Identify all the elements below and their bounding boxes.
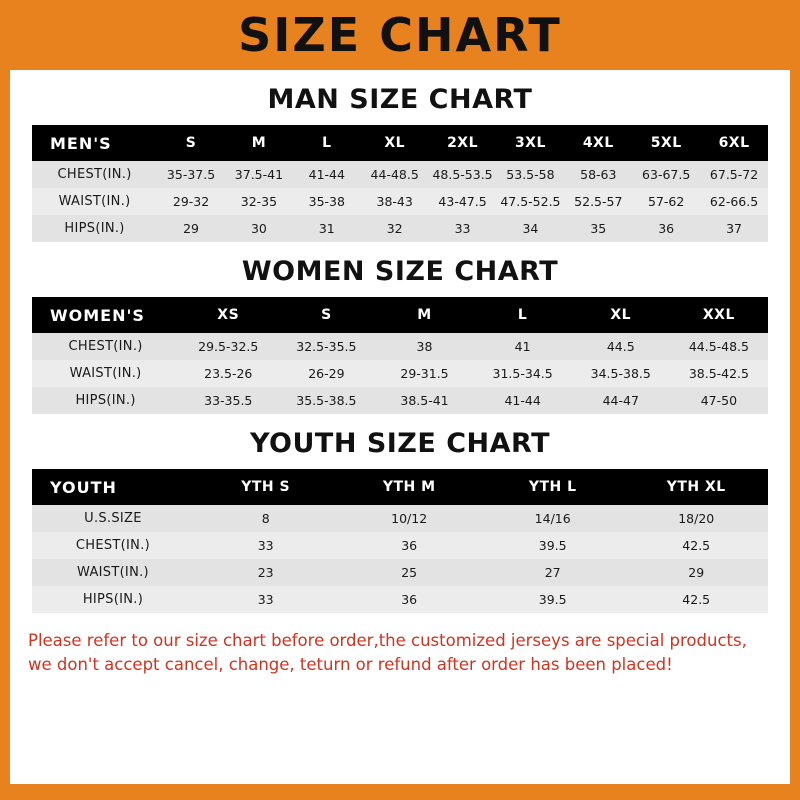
women-r2-c3: 41-44 bbox=[504, 393, 541, 408]
men-header-label: MEN'S bbox=[32, 125, 157, 161]
youth-r3-c3: 42.5 bbox=[682, 592, 711, 607]
women-size-table bbox=[32, 297, 768, 414]
women-col-2: M bbox=[375, 297, 473, 333]
men-r1-c6: 52.5-57 bbox=[574, 194, 623, 209]
men-col-1: M bbox=[225, 125, 293, 161]
men-size-table bbox=[32, 125, 768, 242]
men-r2-c5: 34 bbox=[522, 221, 539, 236]
youth-r1-c3: 42.5 bbox=[682, 538, 711, 553]
men-r0-c4: 48.5-53.5 bbox=[432, 167, 493, 182]
youth-r2-c2: 27 bbox=[544, 565, 561, 580]
women-row-0-label: CHEST(IN.) bbox=[68, 339, 143, 354]
men-col-6: 4XL bbox=[564, 125, 632, 161]
women-col-3: L bbox=[474, 297, 572, 333]
women-r0-c2: 38 bbox=[416, 339, 433, 354]
footer-note bbox=[10, 629, 790, 677]
men-r1-c1: 32-35 bbox=[240, 194, 278, 209]
men-r0-c8: 67.5-72 bbox=[709, 167, 759, 182]
women-header-label: WOMEN'S bbox=[32, 297, 179, 333]
youth-row-0-label: U.S.SIZE bbox=[84, 511, 142, 526]
table-row bbox=[32, 559, 768, 586]
youth-r3-c0: 33 bbox=[257, 592, 274, 607]
men-r2-c8: 37 bbox=[726, 221, 742, 236]
women-r0-c3: 41 bbox=[514, 339, 531, 354]
youth-r2-c1: 25 bbox=[401, 565, 418, 580]
women-r1-c5: 38.5-42.5 bbox=[688, 366, 749, 381]
men-r2-c6: 35 bbox=[590, 221, 607, 236]
youth-col-3: YTH XL bbox=[624, 469, 768, 505]
women-r2-c5: 47-50 bbox=[700, 393, 738, 408]
youth-row-1-label: CHEST(IN.) bbox=[75, 538, 150, 553]
table-row bbox=[32, 387, 768, 414]
men-col-5: 3XL bbox=[496, 125, 564, 161]
youth-r0-c2: 14/16 bbox=[534, 511, 571, 526]
women-r2-c4: 44-47 bbox=[602, 393, 639, 408]
men-col-8: 6XL bbox=[700, 125, 768, 161]
footer-note-line-1: Please refer to our size chart before order,the customized jerseys are special products, bbox=[28, 631, 747, 650]
youth-r0-c0: 8 bbox=[261, 511, 270, 526]
men-r1-c4: 43-47.5 bbox=[438, 194, 487, 209]
women-r1-c0: 23.5-26 bbox=[204, 366, 253, 381]
table-row bbox=[32, 333, 768, 360]
men-r0-c6: 58-63 bbox=[580, 167, 617, 182]
women-r2-c1: 35.5-38.5 bbox=[296, 393, 357, 408]
youth-header-label: YOUTH bbox=[32, 469, 194, 505]
men-r0-c2: 41-44 bbox=[308, 167, 345, 182]
women-r1-c1: 26-29 bbox=[308, 366, 345, 381]
women-row-2-label: HIPS(IN.) bbox=[75, 393, 136, 408]
men-r0-c3: 44-48.5 bbox=[370, 167, 419, 182]
footer-note-line-2: we don't accept cancel, change, teturn or refund after order has been placed! bbox=[28, 654, 673, 674]
youth-r2-c0: 23 bbox=[257, 565, 274, 580]
men-r1-c8: 62-66.5 bbox=[709, 194, 759, 209]
page-title: SIZE CHART bbox=[238, 8, 562, 62]
women-r1-c3: 31.5-34.5 bbox=[492, 366, 553, 381]
youth-r0-c1: 10/12 bbox=[391, 511, 428, 526]
men-r2-c1: 30 bbox=[250, 221, 267, 236]
women-r2-c0: 33-35.5 bbox=[204, 393, 253, 408]
women-col-1: S bbox=[277, 297, 375, 333]
women-col-0: XS bbox=[179, 297, 277, 333]
men-r1-c0: 29-32 bbox=[172, 194, 210, 209]
women-col-4: XL bbox=[572, 297, 670, 333]
section-men bbox=[10, 84, 790, 242]
women-r1-c2: 29-31.5 bbox=[400, 366, 449, 381]
men-r1-c3: 38-43 bbox=[376, 194, 413, 209]
table-row bbox=[32, 532, 768, 559]
men-col-7: 5XL bbox=[632, 125, 700, 161]
men-r0-c7: 63-67.5 bbox=[642, 167, 691, 182]
men-col-2: L bbox=[293, 125, 361, 161]
women-r0-c5: 44.5-48.5 bbox=[688, 339, 749, 354]
youth-size-table bbox=[32, 469, 768, 613]
men-r2-c7: 36 bbox=[658, 221, 675, 236]
table-row bbox=[32, 188, 768, 215]
table-header-row bbox=[32, 125, 768, 161]
men-r2-c3: 32 bbox=[386, 221, 403, 236]
table-header-row bbox=[32, 297, 768, 333]
men-col-4: 2XL bbox=[429, 125, 497, 161]
men-row-0-label: CHEST(IN.) bbox=[57, 167, 132, 182]
women-col-5: XXL bbox=[670, 297, 768, 333]
men-r2-c2: 31 bbox=[318, 221, 335, 236]
section-women bbox=[10, 256, 790, 414]
men-r0-c0: 35-37.5 bbox=[166, 167, 216, 182]
section-title-youth: YOUTH SIZE CHART bbox=[249, 428, 551, 459]
table-row bbox=[32, 161, 768, 188]
women-r0-c0: 29.5-32.5 bbox=[198, 339, 259, 354]
men-r0-c5: 53.5-58 bbox=[506, 167, 555, 182]
bottom-band bbox=[10, 784, 790, 800]
youth-r1-c1: 36 bbox=[401, 538, 418, 553]
women-r2-c2: 38.5-41 bbox=[400, 393, 449, 408]
section-youth bbox=[10, 428, 790, 613]
youth-r0-c3: 18/20 bbox=[678, 511, 715, 526]
youth-col-0: YTH S bbox=[194, 469, 338, 505]
women-row-1-label: WAIST(IN.) bbox=[69, 366, 142, 381]
youth-r2-c3: 29 bbox=[688, 565, 705, 580]
section-title-women: WOMEN SIZE CHART bbox=[241, 256, 559, 287]
men-col-3: XL bbox=[361, 125, 429, 161]
youth-r3-c2: 39.5 bbox=[538, 592, 567, 607]
table-row bbox=[32, 505, 768, 532]
women-r1-c4: 34.5-38.5 bbox=[590, 366, 651, 381]
table-header-row bbox=[32, 469, 768, 505]
table-row bbox=[32, 215, 768, 242]
men-r1-c5: 47.5-52.5 bbox=[500, 194, 561, 209]
youth-r1-c0: 33 bbox=[257, 538, 274, 553]
men-row-2-label: HIPS(IN.) bbox=[64, 221, 125, 236]
header-band bbox=[0, 0, 800, 70]
men-r1-c2: 35-38 bbox=[308, 194, 345, 209]
youth-row-3-label: HIPS(IN.) bbox=[82, 592, 144, 607]
youth-col-1: YTH M bbox=[337, 469, 481, 505]
youth-r1-c2: 39.5 bbox=[538, 538, 567, 553]
men-col-0: S bbox=[157, 125, 225, 161]
section-title-men: MAN SIZE CHART bbox=[267, 84, 533, 115]
men-r0-c1: 37.5-41 bbox=[234, 167, 284, 182]
men-r1-c7: 57-62 bbox=[648, 194, 685, 209]
youth-r3-c1: 36 bbox=[401, 592, 418, 607]
table-row bbox=[32, 586, 768, 613]
men-row-1-label: WAIST(IN.) bbox=[58, 194, 131, 209]
women-r0-c4: 44.5 bbox=[606, 339, 635, 354]
youth-row-2-label: WAIST(IN.) bbox=[77, 565, 149, 580]
youth-col-2: YTH L bbox=[481, 469, 625, 505]
men-r2-c4: 33 bbox=[454, 221, 471, 236]
men-r2-c0: 29 bbox=[183, 221, 199, 236]
women-r0-c1: 32.5-35.5 bbox=[296, 339, 357, 354]
table-row bbox=[32, 360, 768, 387]
